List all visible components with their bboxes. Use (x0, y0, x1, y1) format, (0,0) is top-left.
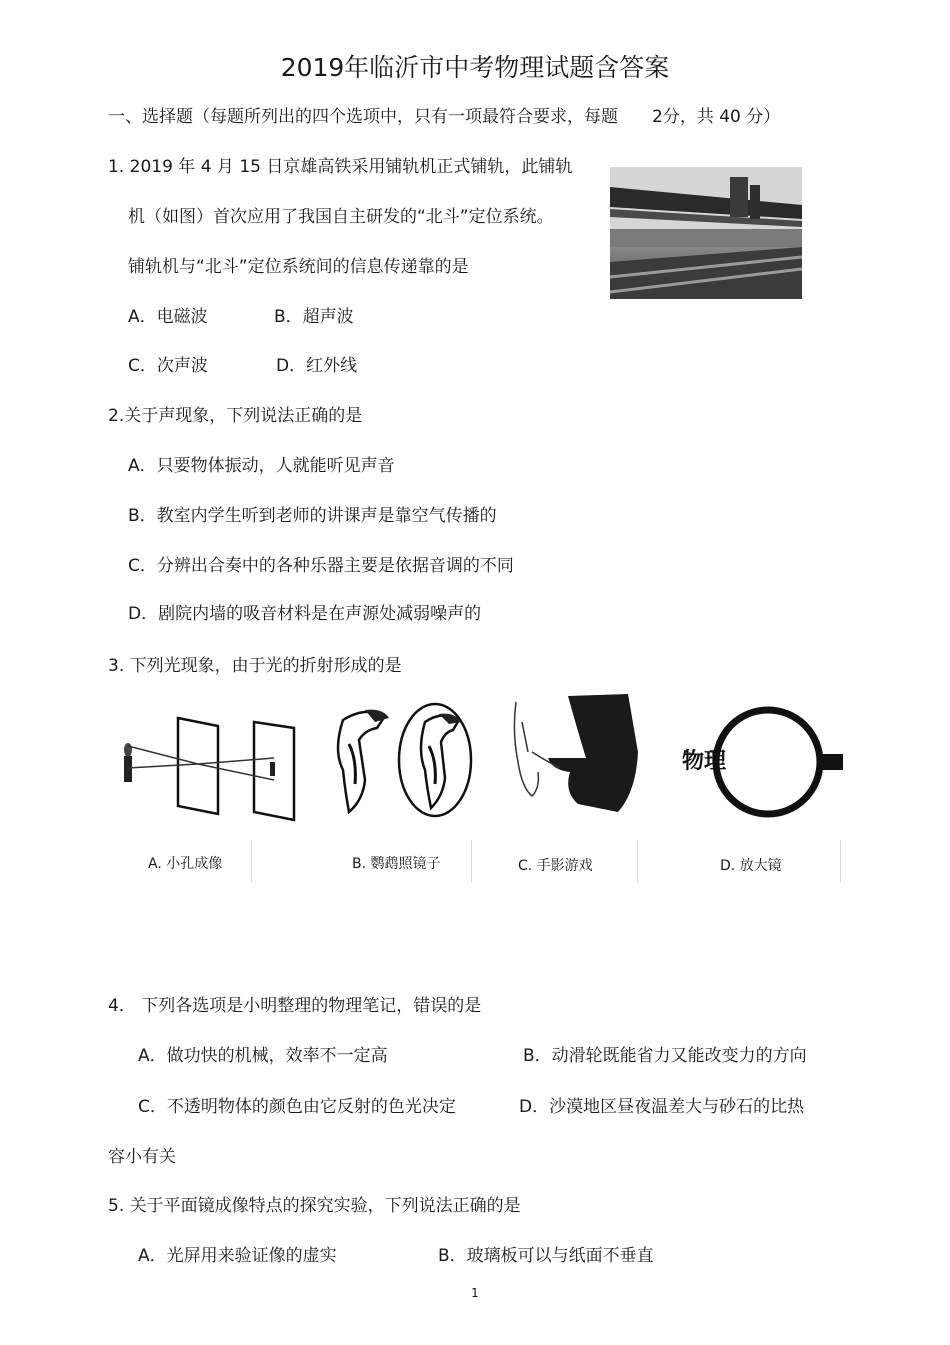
q5-stem: 5. 关于平面镜成像特点的探究实验，下列说法正确的是 (108, 1196, 521, 1216)
caption-divider (637, 840, 638, 882)
q4-option-c: C．不透明物体的颜色由它反射的色光决定 (138, 1097, 456, 1117)
parrot-mirror-figure (325, 700, 480, 820)
q1-stem-line3: 铺轨机与“北斗”定位系统间的信息传递靠的是 (128, 257, 469, 277)
caption-divider (251, 840, 252, 882)
pinhole-camera-figure (112, 712, 302, 822)
q1-option-a: A．电磁波 (128, 307, 208, 327)
q1-stem-line1: 1. 2019 年 4 月 15 日京雄高铁采用铺轨机正式铺轨，此铺轨 (108, 157, 573, 177)
lens-text: 物理 (682, 749, 727, 774)
q2-option-a: A．只要物体振动，人就能听见声音 (128, 456, 395, 476)
caption-divider (471, 840, 472, 882)
fig-caption-b: B. 鹦鹉照镜子 (352, 856, 441, 872)
q1-option-b: B．超声波 (274, 307, 354, 327)
q2-option-c: C．分辨出合奏中的各种乐器主要是依据音调的不同 (128, 556, 514, 576)
hand-shadow-figure (508, 692, 648, 822)
q3-stem: 3. 下列光现象，由于光的折射形成的是 (108, 656, 402, 676)
page-number: 1 (471, 1286, 479, 1300)
q2-option-b: B．教室内学生听到老师的讲课声是靠空气传播的 (128, 506, 497, 526)
q1-option-d: D．红外线 (276, 356, 358, 376)
q4-stem: 4． 下列各选项是小明整理的物理笔记，错误的是 (108, 996, 482, 1016)
q5-option-a: A．光屏用来验证像的虚实 (138, 1246, 337, 1266)
track-laying-machine-photo (610, 167, 802, 299)
q4-option-d: D．沙漠地区昼夜温差大与砂石的比热 (519, 1097, 805, 1117)
q1-option-c: C．次声波 (128, 356, 208, 376)
q4-option-a: A．做功快的机械，效率不一定高 (138, 1046, 388, 1066)
caption-divider (840, 840, 841, 882)
q4-option-b: B．动滑轮既能省力又能改变力的方向 (523, 1046, 807, 1066)
fig-caption-a: A. 小孔成像 (148, 856, 223, 872)
magnifier-figure (668, 702, 843, 822)
fig-caption-c: C. 手影游戏 (518, 858, 593, 874)
q4-option-d-continued: 容小有关 (108, 1147, 176, 1167)
fig-caption-d: D. 放大镜 (720, 858, 782, 874)
q5-option-b: B．玻璃板可以与纸面不垂直 (438, 1246, 654, 1266)
q1-stem-line2: 机（如图）首次应用了我国自主研发的“北斗”定位系统。 (128, 207, 554, 227)
section-heading: 一、选择题（每题所列出的四个选项中，只有一项最符合要求，每题 2分，共 40 分） (108, 107, 781, 127)
q2-option-d: D．剧院内墙的吸音材料是在声源处减弱噪声的 (128, 604, 482, 624)
page-title: 2019年临沂市中考物理试题含答案 (280, 53, 670, 82)
q2-stem: 2.关于声现象，下列说法正确的是 (108, 406, 363, 426)
